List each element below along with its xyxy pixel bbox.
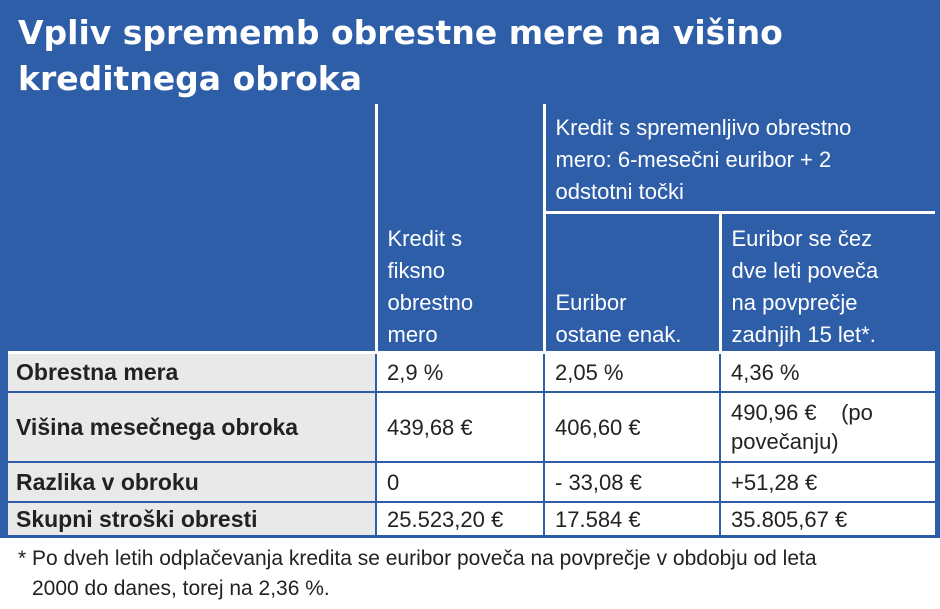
table-frame-right [935, 104, 940, 536]
title-line-1: Vpliv sprememb obrestne mere na višino [18, 13, 783, 52]
header-rise-line: Euribor se čez [731, 225, 873, 251]
header-same-line: Euribor [555, 289, 627, 315]
header-fixed-line: mero [387, 321, 438, 347]
header-same-line: ostane enak. [555, 321, 682, 347]
header-rise-line: zadnjih 15 let*. [731, 321, 876, 347]
header-rise-line: dve leti poveča [731, 257, 879, 283]
header-row-1 [8, 104, 936, 212]
comparison-table [8, 104, 936, 536]
header-rise-line: na povprečje [731, 289, 858, 315]
table-row [8, 502, 936, 536]
cell-fixed: 2,9 % [376, 352, 544, 392]
header-variable-line: Kredit s spremenljivo obrestno [555, 115, 852, 140]
header-fixed-line: Kredit s [387, 225, 463, 251]
header-euribor-rise [720, 212, 936, 352]
cell-same: 2,05 % [544, 352, 720, 392]
row-label: Skupni stroški obresti [8, 502, 376, 536]
cell-rise-line: 490,96 € (po [731, 400, 873, 425]
row-label: Razlika v obroku [8, 462, 376, 502]
header-blank-cell [8, 104, 376, 352]
cell-rise-line: +51,28 € [731, 469, 818, 495]
footnote [18, 544, 918, 604]
footnote-line-2: 2000 do danes, torej na 2,36 %. [32, 577, 330, 600]
cell-rise-line: 4,36 % [731, 359, 800, 385]
cell-rise [720, 352, 936, 392]
row-label: Obrestna mera [8, 352, 376, 392]
cell-same: 406,60 € [544, 392, 720, 462]
cell-rise [720, 392, 936, 462]
table-row [8, 352, 936, 392]
cell-same: 17.584 € [544, 502, 720, 536]
cell-fixed: 25.523,20 € [376, 502, 544, 536]
header-fixed-rate [376, 104, 544, 352]
table-frame-left [0, 104, 8, 536]
title-line-2: kreditnega obroka [18, 59, 363, 98]
infographic-title [0, 0, 940, 104]
header-fixed-line: obrestno [387, 289, 474, 315]
header-euribor-same [544, 212, 720, 352]
cell-same: - 33,08 € [544, 462, 720, 502]
header-variable-rate [544, 104, 936, 212]
header-fixed-line: fiksno [387, 257, 445, 283]
table-row [8, 462, 936, 502]
footnote-line-1: * Po dveh letih odplačevanja kredita se euribor poveča na povprečje v obdobju od leta [18, 547, 817, 570]
row-label: Višina mesečnega obroka [8, 392, 376, 462]
cell-rise-line: povečanju) [731, 429, 839, 454]
table-row [8, 392, 936, 462]
header-variable-line: mero: 6-mesečni euribor + 2 [555, 147, 832, 172]
header-variable-line: odstotni točki [555, 179, 684, 204]
table-frame-bottom [0, 535, 940, 538]
cell-fixed: 0 [376, 462, 544, 502]
cell-fixed: 439,68 € [376, 392, 544, 462]
cell-rise [720, 462, 936, 502]
cell-rise [720, 502, 936, 536]
cell-rise-line: 35.805,67 € [731, 507, 848, 532]
